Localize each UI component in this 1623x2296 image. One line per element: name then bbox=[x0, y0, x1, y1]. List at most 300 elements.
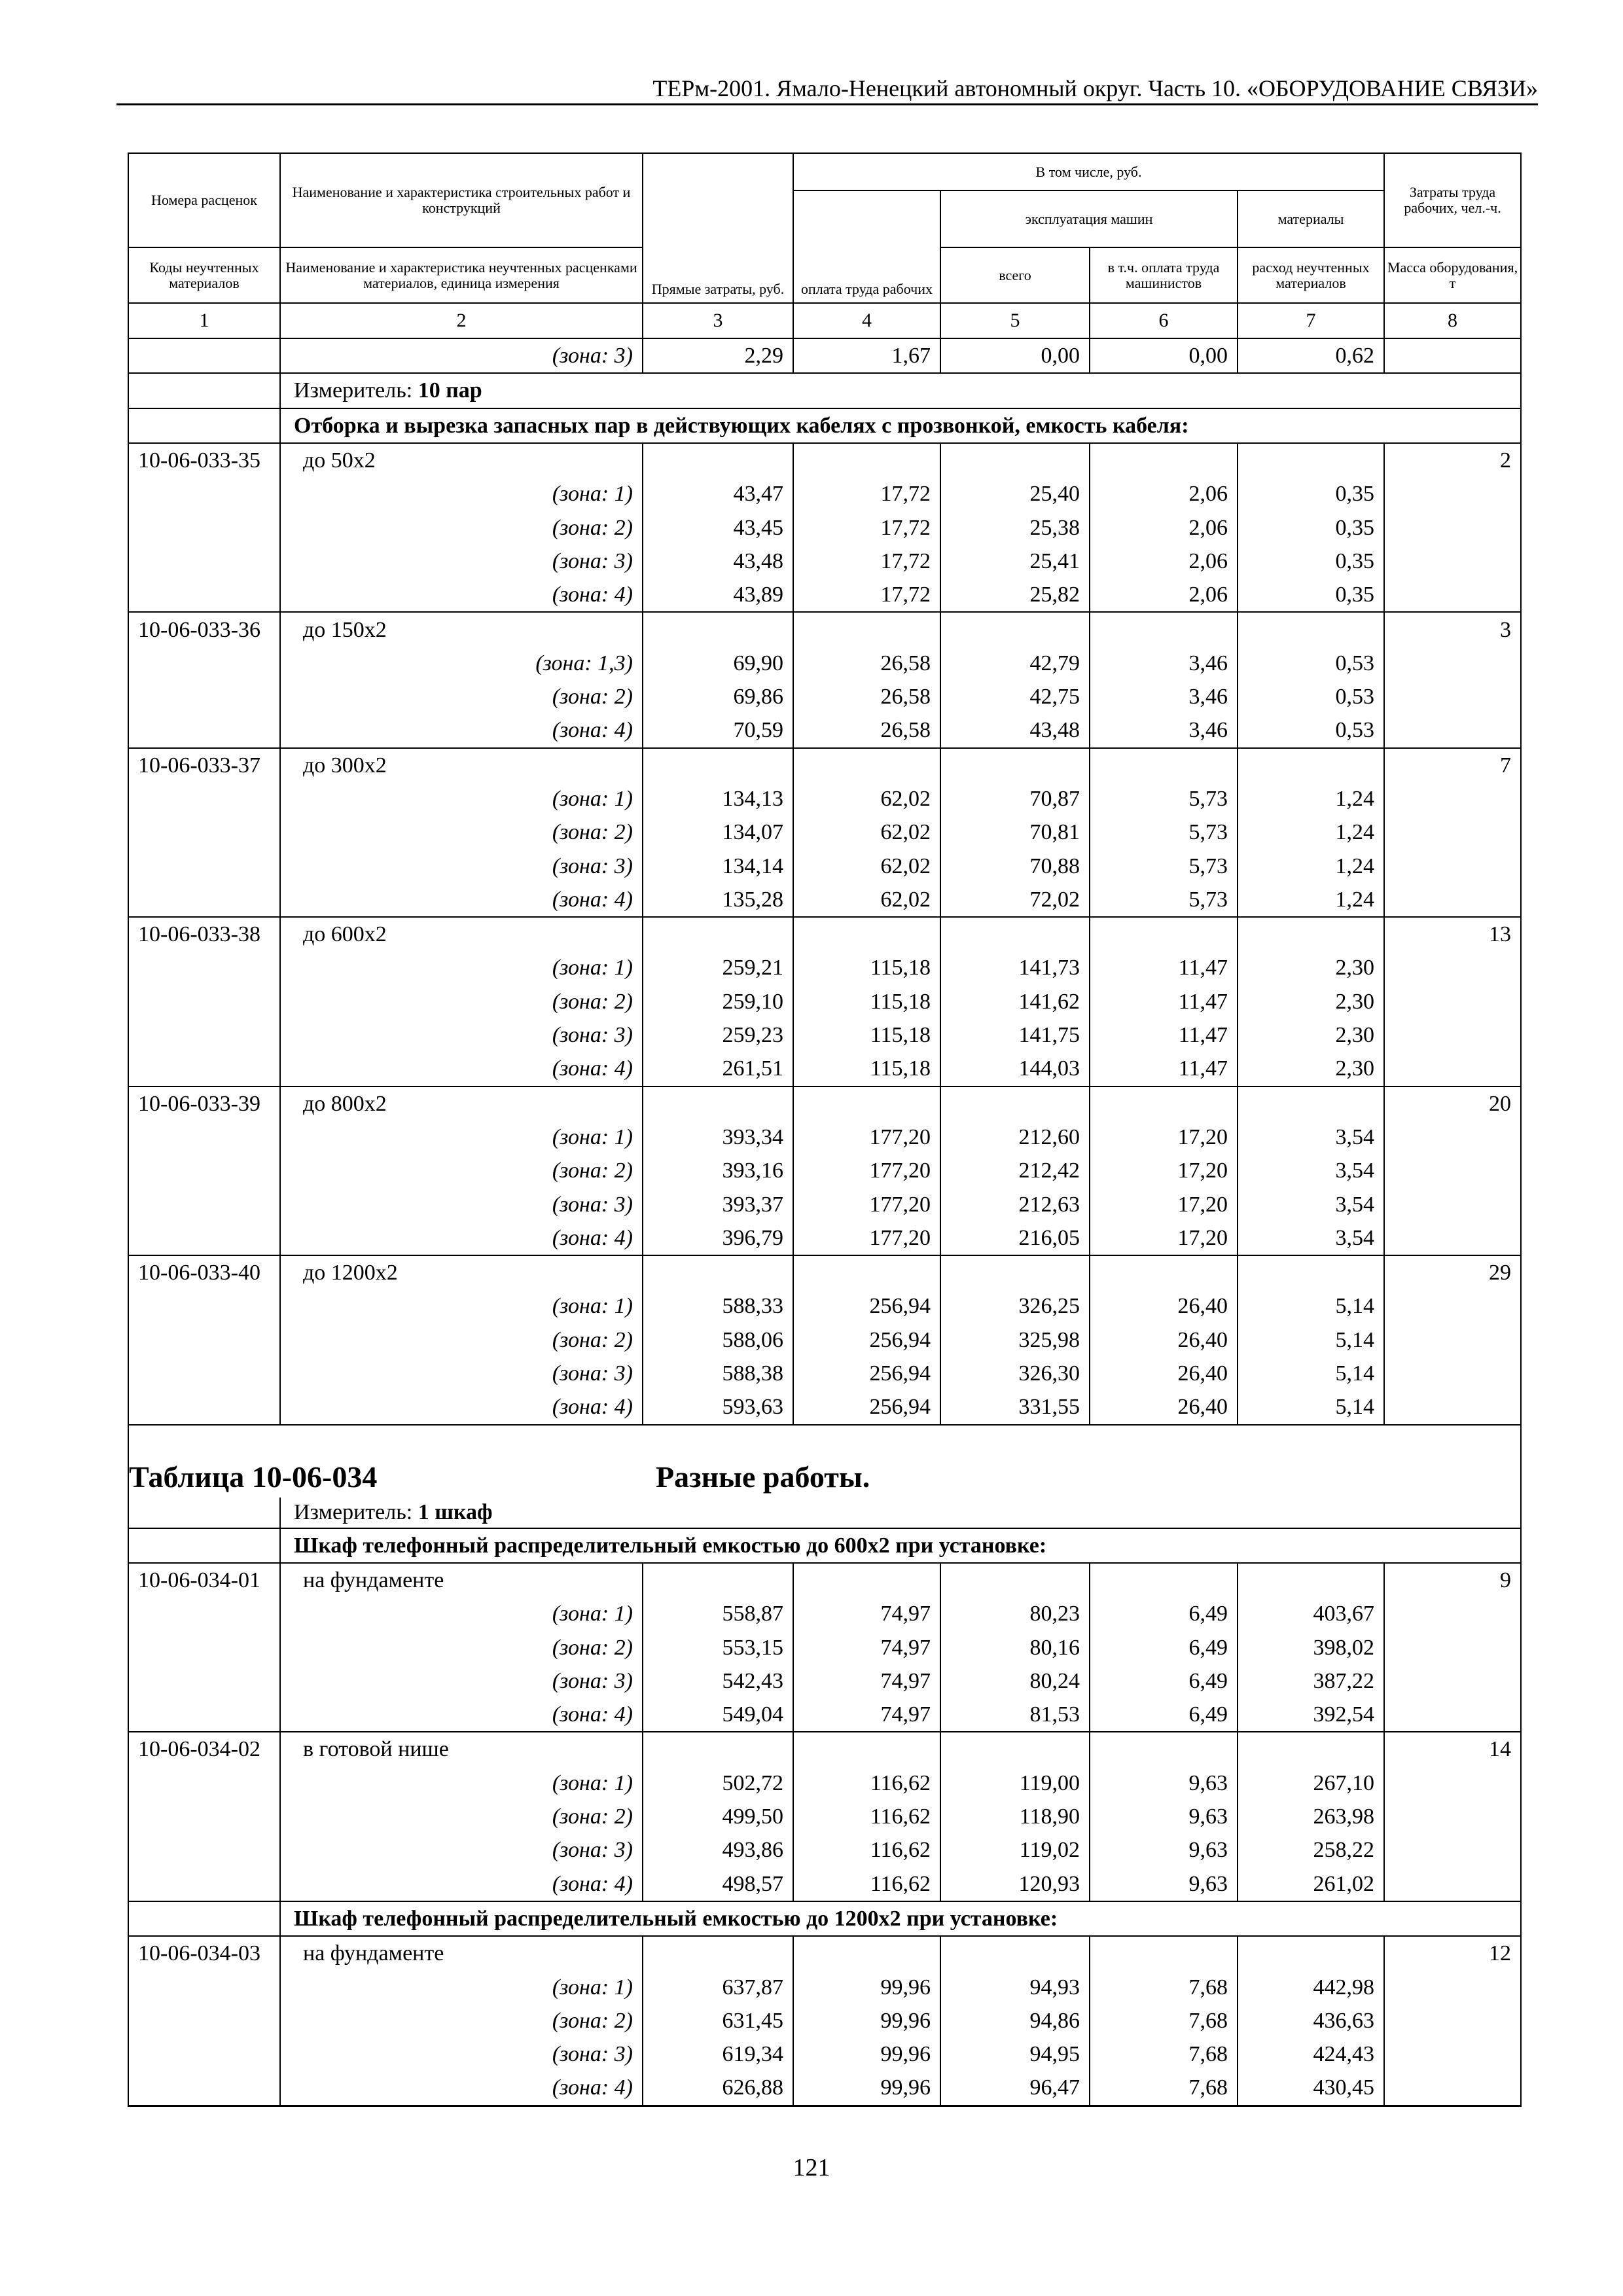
value-cell: 42,75 bbox=[940, 680, 1090, 713]
work-name: на фундаменте bbox=[280, 1563, 643, 1597]
rate-code-cell: 10-06-033-39 bbox=[128, 1086, 280, 1121]
zone-label: (зона: 2) bbox=[280, 680, 643, 713]
rate-code-cell: 10-06-033-35 bbox=[128, 443, 280, 477]
section-spacer bbox=[128, 1901, 280, 1936]
section-spacer bbox=[128, 1528, 280, 1563]
value-cell bbox=[1238, 1936, 1384, 1970]
labor-cost-cell bbox=[1384, 2071, 1521, 2106]
col-direct-costs: Прямые затраты, руб. bbox=[643, 153, 793, 303]
rate-code-cell bbox=[128, 951, 280, 984]
table-row bbox=[128, 1018, 1521, 1052]
value-cell: 177,20 bbox=[793, 1154, 940, 1187]
value-cell: 393,16 bbox=[643, 1154, 793, 1187]
table-row bbox=[128, 1800, 1521, 1833]
rate-code-cell bbox=[128, 1187, 280, 1221]
table-body bbox=[128, 338, 1521, 2106]
value-cell: 99,96 bbox=[793, 2004, 940, 2037]
value-cell bbox=[793, 1255, 940, 1289]
labor-cost-cell: 29 bbox=[1384, 1255, 1521, 1289]
labor-cost-cell bbox=[1384, 849, 1521, 882]
section-spacer bbox=[128, 408, 280, 443]
value-cell: 69,86 bbox=[643, 680, 793, 713]
value-cell: 25,41 bbox=[940, 545, 1090, 578]
zone-label: (зона: 2) bbox=[280, 816, 643, 849]
table-row bbox=[128, 1664, 1521, 1698]
rate-code-cell bbox=[128, 1221, 280, 1255]
labor-cost-cell bbox=[1384, 1867, 1521, 1901]
value-cell: 325,98 bbox=[940, 1323, 1090, 1357]
value-cell bbox=[643, 443, 793, 477]
labor-cost-cell bbox=[1384, 578, 1521, 612]
value-cell: 17,72 bbox=[793, 578, 940, 612]
value-cell: 498,57 bbox=[643, 1867, 793, 1901]
table-row bbox=[128, 917, 1521, 951]
table-row bbox=[128, 1630, 1521, 1664]
value-cell: 2,29 bbox=[643, 338, 793, 373]
zone-label: (зона: 2) bbox=[280, 985, 643, 1018]
value-cell: 396,79 bbox=[643, 1221, 793, 1255]
value-cell: 9,63 bbox=[1090, 1833, 1238, 1867]
labor-cost-cell bbox=[1384, 883, 1521, 917]
value-cell bbox=[940, 917, 1090, 951]
section-title: Отборка и вырезка запасных пар в действующих кабелях с прозвонкой, емкость кабеля: bbox=[280, 408, 1521, 443]
zone-label: (зона: 2) bbox=[280, 1154, 643, 1187]
labor-cost-cell bbox=[1384, 477, 1521, 511]
value-cell bbox=[643, 1732, 793, 1766]
value-cell: 593,63 bbox=[643, 1390, 793, 1424]
rate-code-cell bbox=[128, 680, 280, 713]
zone-label: (зона: 4) bbox=[280, 1390, 643, 1424]
rate-code-cell bbox=[128, 1664, 280, 1698]
work-name: в готовой нише bbox=[280, 1732, 643, 1766]
rate-code-cell bbox=[128, 1833, 280, 1867]
value-cell bbox=[793, 443, 940, 477]
labor-cost-cell bbox=[1384, 2037, 1521, 2071]
table-row bbox=[128, 680, 1521, 713]
value-cell: 7,68 bbox=[1090, 2037, 1238, 2071]
table-row bbox=[128, 748, 1521, 782]
value-cell: 25,40 bbox=[940, 477, 1090, 511]
col-labor-cost: Затраты труда рабочих, чел.-ч. bbox=[1384, 153, 1521, 247]
value-cell: 17,72 bbox=[793, 477, 940, 511]
value-cell: 26,58 bbox=[793, 713, 940, 747]
table-title-box bbox=[129, 1426, 1520, 1498]
work-name: до 600х2 bbox=[280, 917, 643, 951]
value-cell: 619,34 bbox=[643, 2037, 793, 2071]
value-cell: 7,68 bbox=[1090, 1970, 1238, 2003]
value-cell: 74,97 bbox=[793, 1630, 940, 1664]
rate-code-cell bbox=[128, 816, 280, 849]
value-cell: 74,97 bbox=[793, 1698, 940, 1732]
section-spacer bbox=[128, 373, 280, 408]
table-row bbox=[128, 2004, 1521, 2037]
value-cell: 493,86 bbox=[643, 1833, 793, 1867]
value-cell: 436,63 bbox=[1238, 2004, 1384, 2037]
labor-cost-cell: 12 bbox=[1384, 1936, 1521, 1970]
zone-label: (зона: 3) bbox=[280, 545, 643, 578]
value-cell: 259,10 bbox=[643, 985, 793, 1018]
table-row bbox=[128, 545, 1521, 578]
value-cell bbox=[643, 748, 793, 782]
value-cell bbox=[793, 612, 940, 646]
labor-cost-cell: 13 bbox=[1384, 917, 1521, 951]
value-cell: 542,43 bbox=[643, 1664, 793, 1698]
value-cell: 0,62 bbox=[1238, 338, 1384, 373]
zone-label: (зона: 1,3) bbox=[280, 647, 643, 680]
value-cell: 7,68 bbox=[1090, 2004, 1238, 2037]
work-name: до 300х2 bbox=[280, 748, 643, 782]
value-cell bbox=[1090, 1563, 1238, 1597]
table-row bbox=[128, 713, 1521, 747]
value-cell: 256,94 bbox=[793, 1289, 940, 1323]
value-cell bbox=[643, 1936, 793, 1970]
zone-label: (зона: 1) bbox=[280, 1597, 643, 1630]
zone-label: (зона: 4) bbox=[280, 883, 643, 917]
value-cell: 81,53 bbox=[940, 1698, 1090, 1732]
zone-label: (зона: 3) bbox=[280, 338, 643, 373]
value-cell bbox=[1090, 1936, 1238, 1970]
value-cell: 626,88 bbox=[643, 2071, 793, 2106]
value-cell: 43,47 bbox=[643, 477, 793, 511]
value-cell: 549,04 bbox=[643, 1698, 793, 1732]
col-num-6: 6 bbox=[1090, 303, 1238, 338]
value-cell: 2,30 bbox=[1238, 1018, 1384, 1052]
measure-value: 10 пар bbox=[418, 378, 482, 403]
rate-code-cell bbox=[128, 1867, 280, 1901]
value-cell: 259,21 bbox=[643, 951, 793, 984]
value-cell: 120,93 bbox=[940, 1867, 1090, 1901]
value-cell bbox=[1238, 1563, 1384, 1597]
value-cell: 96,47 bbox=[940, 2071, 1090, 2106]
labor-cost-cell: 14 bbox=[1384, 1732, 1521, 1766]
value-cell: 2,06 bbox=[1090, 511, 1238, 544]
value-cell: 212,42 bbox=[940, 1154, 1090, 1187]
value-cell: 212,63 bbox=[940, 1187, 1090, 1221]
value-cell: 0,35 bbox=[1238, 545, 1384, 578]
value-cell: 26,58 bbox=[793, 680, 940, 713]
value-cell: 403,67 bbox=[1238, 1597, 1384, 1630]
value-cell: 74,97 bbox=[793, 1597, 940, 1630]
col-name-materials: Наименование и характеристика неучтенных расценками материалов, единица измерения bbox=[280, 247, 643, 303]
zone-label: (зона: 4) bbox=[280, 713, 643, 747]
labor-cost-cell bbox=[1384, 1597, 1521, 1630]
value-cell: 2,06 bbox=[1090, 545, 1238, 578]
value-cell: 43,45 bbox=[643, 511, 793, 544]
rate-code-cell: 10-06-034-02 bbox=[128, 1732, 280, 1766]
value-cell: 0,53 bbox=[1238, 713, 1384, 747]
value-cell bbox=[643, 1255, 793, 1289]
col-name-works: Наименование и характеристика строительных работ и конструкций bbox=[280, 153, 643, 247]
value-cell: 134,14 bbox=[643, 849, 793, 882]
value-cell bbox=[1090, 1732, 1238, 1766]
labor-cost-cell bbox=[1384, 1698, 1521, 1732]
rate-code-cell bbox=[128, 2037, 280, 2071]
value-cell: 62,02 bbox=[793, 782, 940, 816]
value-cell: 256,94 bbox=[793, 1323, 940, 1357]
zone-label: (зона: 3) bbox=[280, 1357, 643, 1390]
value-cell: 135,28 bbox=[643, 883, 793, 917]
value-cell bbox=[940, 443, 1090, 477]
value-cell bbox=[643, 1086, 793, 1121]
col-num-1: 1 bbox=[128, 303, 280, 338]
value-cell: 5,73 bbox=[1090, 849, 1238, 882]
zone-label: (зона: 4) bbox=[280, 1221, 643, 1255]
rate-code-cell: 10-06-034-03 bbox=[128, 1936, 280, 1970]
value-cell: 3,54 bbox=[1238, 1187, 1384, 1221]
value-cell bbox=[793, 917, 940, 951]
value-cell: 17,72 bbox=[793, 511, 940, 544]
rate-code-cell bbox=[128, 647, 280, 680]
col-materials: материалы bbox=[1238, 190, 1384, 247]
table-header bbox=[128, 153, 1521, 338]
value-cell: 2,06 bbox=[1090, 578, 1238, 612]
section-spacer bbox=[128, 1498, 280, 1528]
value-cell: 3,46 bbox=[1090, 647, 1238, 680]
value-cell bbox=[1090, 1086, 1238, 1121]
value-cell: 3,54 bbox=[1238, 1154, 1384, 1187]
labor-cost-cell bbox=[1384, 782, 1521, 816]
value-cell: 43,89 bbox=[643, 578, 793, 612]
value-cell: 5,14 bbox=[1238, 1390, 1384, 1424]
rates-table bbox=[128, 152, 1522, 2107]
value-cell: 115,18 bbox=[793, 1052, 940, 1086]
value-cell: 134,07 bbox=[643, 816, 793, 849]
col-machines: эксплуатация машин bbox=[940, 190, 1238, 247]
zone-label: (зона: 3) bbox=[280, 2037, 643, 2071]
zone-label: (зона: 1) bbox=[280, 477, 643, 511]
rate-code-cell bbox=[128, 1767, 280, 1800]
zone-label: (зона: 3) bbox=[280, 1664, 643, 1698]
value-cell bbox=[793, 1936, 940, 1970]
labor-cost-cell bbox=[1384, 1018, 1521, 1052]
zone-label: (зона: 2) bbox=[280, 1323, 643, 1357]
table-row bbox=[128, 1732, 1521, 1766]
value-cell bbox=[940, 1563, 1090, 1597]
value-cell: 177,20 bbox=[793, 1187, 940, 1221]
value-cell: 26,58 bbox=[793, 647, 940, 680]
col-incl-machinists: в т.ч. оплата труда машинистов bbox=[1090, 247, 1238, 303]
value-cell bbox=[940, 1086, 1090, 1121]
zone-label: (зона: 3) bbox=[280, 1018, 643, 1052]
rate-code-cell bbox=[128, 477, 280, 511]
table-row bbox=[128, 1255, 1521, 1289]
zone-label: (зона: 3) bbox=[280, 1833, 643, 1867]
measure-label: Измеритель: bbox=[294, 378, 418, 403]
value-cell: 3,54 bbox=[1238, 1121, 1384, 1154]
col-num-4: 4 bbox=[793, 303, 940, 338]
value-cell bbox=[1238, 612, 1384, 646]
table-row bbox=[128, 338, 1521, 373]
table-row bbox=[128, 2037, 1521, 2071]
table-row bbox=[128, 443, 1521, 477]
value-cell: 502,72 bbox=[643, 1767, 793, 1800]
value-cell: 99,96 bbox=[793, 2071, 940, 2106]
labor-cost-cell bbox=[1384, 713, 1521, 747]
value-cell: 637,87 bbox=[643, 1970, 793, 2003]
value-cell: 5,14 bbox=[1238, 1323, 1384, 1357]
value-cell: 0,53 bbox=[1238, 647, 1384, 680]
value-cell: 442,98 bbox=[1238, 1970, 1384, 2003]
value-cell: 134,13 bbox=[643, 782, 793, 816]
rate-code-cell: 10-06-034-01 bbox=[128, 1563, 280, 1597]
table-row bbox=[128, 1357, 1521, 1390]
value-cell: 115,18 bbox=[793, 985, 940, 1018]
value-cell: 141,62 bbox=[940, 985, 1090, 1018]
value-cell: 11,47 bbox=[1090, 1052, 1238, 1086]
table-subtitle: Разные работы. bbox=[656, 1460, 870, 1494]
rate-code-cell bbox=[128, 1154, 280, 1187]
value-cell: 25,38 bbox=[940, 511, 1090, 544]
value-cell bbox=[643, 917, 793, 951]
value-cell: 331,55 bbox=[940, 1390, 1090, 1424]
zone-label: (зона: 1) bbox=[280, 1289, 643, 1323]
labor-cost-cell bbox=[1384, 1187, 1521, 1221]
rate-code-cell: 10-06-033-40 bbox=[128, 1255, 280, 1289]
labor-cost-cell bbox=[1384, 1052, 1521, 1086]
zone-label: (зона: 4) bbox=[280, 578, 643, 612]
value-cell: 99,96 bbox=[793, 2037, 940, 2071]
labor-cost-cell: 7 bbox=[1384, 748, 1521, 782]
zone-label: (зона: 4) bbox=[280, 1052, 643, 1086]
value-cell: 2,06 bbox=[1090, 477, 1238, 511]
table-row bbox=[128, 1597, 1521, 1630]
value-cell: 3,46 bbox=[1090, 713, 1238, 747]
rate-code-cell bbox=[128, 1970, 280, 2003]
table-row bbox=[128, 1936, 1521, 1970]
rate-code-cell bbox=[128, 1323, 280, 1357]
value-cell: 0,35 bbox=[1238, 511, 1384, 544]
section-row bbox=[128, 1498, 1521, 1528]
value-cell: 558,87 bbox=[643, 1597, 793, 1630]
value-cell: 0,00 bbox=[1090, 338, 1238, 373]
value-cell bbox=[793, 1086, 940, 1121]
rates-table-wrapper bbox=[128, 152, 1520, 2107]
table-row bbox=[128, 578, 1521, 612]
labor-cost-cell bbox=[1384, 545, 1521, 578]
value-cell: 6,49 bbox=[1090, 1664, 1238, 1698]
value-cell: 141,75 bbox=[940, 1018, 1090, 1052]
table-row bbox=[128, 985, 1521, 1018]
value-cell bbox=[1238, 748, 1384, 782]
value-cell: 70,88 bbox=[940, 849, 1090, 882]
value-cell bbox=[940, 1732, 1090, 1766]
table-row bbox=[128, 612, 1521, 646]
table-row bbox=[128, 1121, 1521, 1154]
rate-code-cell bbox=[128, 985, 280, 1018]
labor-cost-cell: 3 bbox=[1384, 612, 1521, 646]
value-cell: 62,02 bbox=[793, 849, 940, 882]
table-row bbox=[128, 1970, 1521, 2003]
rate-code-cell: 10-06-033-37 bbox=[128, 748, 280, 782]
value-cell: 2,30 bbox=[1238, 1052, 1384, 1086]
value-cell: 0,35 bbox=[1238, 578, 1384, 612]
value-cell: 326,30 bbox=[940, 1357, 1090, 1390]
rate-code-cell bbox=[128, 1800, 280, 1833]
value-cell: 25,82 bbox=[940, 578, 1090, 612]
value-cell: 119,00 bbox=[940, 1767, 1090, 1800]
value-cell: 118,90 bbox=[940, 1800, 1090, 1833]
zone-label: (зона: 3) bbox=[280, 1187, 643, 1221]
value-cell: 80,16 bbox=[940, 1630, 1090, 1664]
value-cell bbox=[643, 612, 793, 646]
value-cell bbox=[940, 612, 1090, 646]
rate-code-cell bbox=[128, 849, 280, 882]
rate-code-cell bbox=[128, 1698, 280, 1732]
table-row bbox=[128, 1698, 1521, 1732]
rate-code-cell: 10-06-033-36 bbox=[128, 612, 280, 646]
value-cell: 5,14 bbox=[1238, 1357, 1384, 1390]
labor-cost-cell bbox=[1384, 1390, 1521, 1424]
col-codes: Коды неучтенных материалов bbox=[128, 247, 280, 303]
zone-label: (зона: 4) bbox=[280, 2071, 643, 2106]
header-title: ТЕРм-2001. Ямало-Ненецкий автономный округ. Часть 10. «ОБОРУДОВАНИЕ СВЯЗИ» bbox=[652, 75, 1538, 101]
value-cell: 1,67 bbox=[793, 338, 940, 373]
value-cell: 42,79 bbox=[940, 647, 1090, 680]
value-cell: 17,20 bbox=[1090, 1221, 1238, 1255]
rate-code-cell bbox=[128, 1121, 280, 1154]
table-row bbox=[128, 647, 1521, 680]
col-incl: В том числе, руб. bbox=[793, 153, 1384, 190]
measure-label: Измеритель: bbox=[294, 1499, 418, 1524]
value-cell: 588,38 bbox=[643, 1357, 793, 1390]
value-cell: 263,98 bbox=[1238, 1800, 1384, 1833]
value-cell: 62,02 bbox=[793, 816, 940, 849]
labor-cost-cell bbox=[1384, 338, 1521, 373]
col-num-7: 7 bbox=[1238, 303, 1384, 338]
table-row bbox=[128, 1154, 1521, 1187]
value-cell bbox=[1238, 1255, 1384, 1289]
col-mass: Масса оборудования, т bbox=[1384, 247, 1521, 303]
col-num-5: 5 bbox=[940, 303, 1090, 338]
table-row bbox=[128, 1867, 1521, 1901]
labor-cost-cell bbox=[1384, 511, 1521, 544]
value-cell: 430,45 bbox=[1238, 2071, 1384, 2106]
value-cell: 116,62 bbox=[793, 1767, 940, 1800]
rate-code-cell bbox=[128, 883, 280, 917]
zone-label: (зона: 2) bbox=[280, 2004, 643, 2037]
labor-cost-cell bbox=[1384, 1121, 1521, 1154]
value-cell: 5,14 bbox=[1238, 1289, 1384, 1323]
rate-code-cell bbox=[128, 1597, 280, 1630]
value-cell: 26,40 bbox=[1090, 1390, 1238, 1424]
value-cell: 119,02 bbox=[940, 1833, 1090, 1867]
value-cell bbox=[793, 1732, 940, 1766]
labor-cost-cell bbox=[1384, 647, 1521, 680]
page-number: 121 bbox=[793, 2154, 830, 2181]
labor-cost-cell bbox=[1384, 985, 1521, 1018]
value-cell: 499,50 bbox=[643, 1800, 793, 1833]
zone-label: (зона: 4) bbox=[280, 1698, 643, 1732]
table-row bbox=[128, 2071, 1521, 2106]
table-row bbox=[128, 883, 1521, 917]
table-row bbox=[128, 951, 1521, 984]
labor-cost-cell bbox=[1384, 1664, 1521, 1698]
zone-label: (зона: 1) bbox=[280, 782, 643, 816]
section-row bbox=[128, 373, 1521, 408]
value-cell: 43,48 bbox=[940, 713, 1090, 747]
value-cell: 424,43 bbox=[1238, 2037, 1384, 2071]
section-title: Шкаф телефонный распределительный емкостью до 1200х2 при установке: bbox=[280, 1901, 1521, 1936]
value-cell: 11,47 bbox=[1090, 951, 1238, 984]
section-title bbox=[280, 1498, 1521, 1528]
table-title-cell bbox=[128, 1425, 1521, 1498]
zone-label: (зона: 1) bbox=[280, 951, 643, 984]
value-cell bbox=[1238, 1732, 1384, 1766]
rate-code-cell bbox=[128, 1357, 280, 1390]
value-cell: 80,23 bbox=[940, 1597, 1090, 1630]
value-cell: 94,95 bbox=[940, 2037, 1090, 2071]
rate-code-cell bbox=[128, 2071, 280, 2106]
